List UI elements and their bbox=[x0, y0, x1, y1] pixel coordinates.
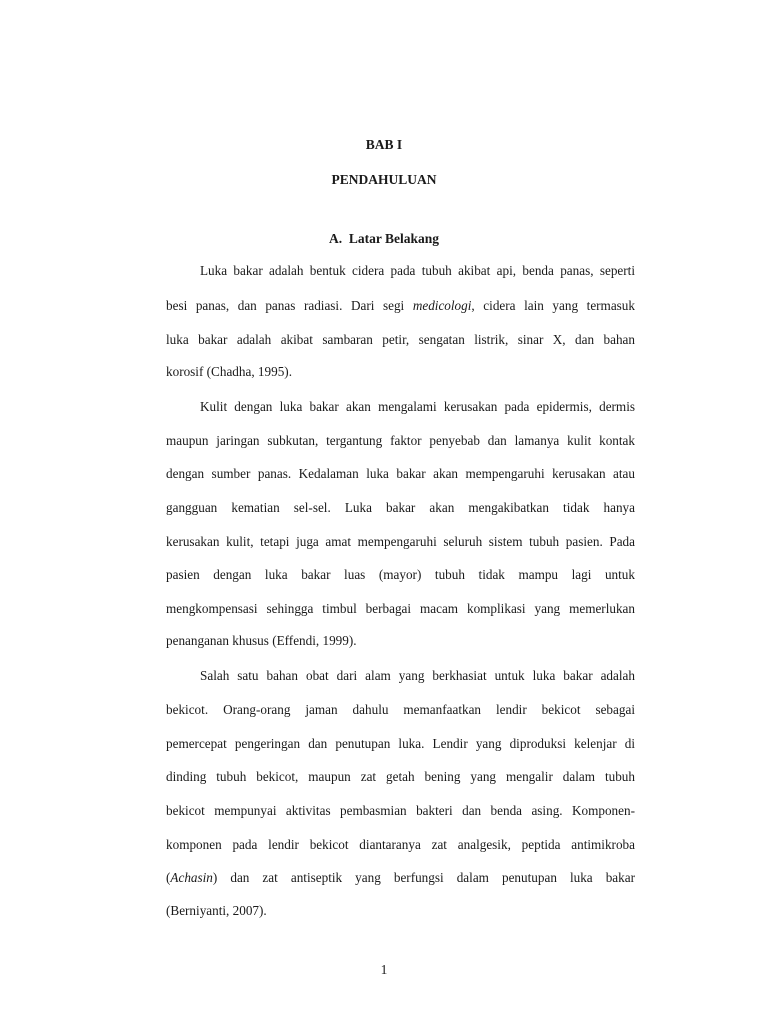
paragraph-line: komponen pada lendir bekicot diantaranya zat analgesik, peptida antimikroba bbox=[166, 837, 635, 852]
paragraph-line: korosif (Chadha, 1995). bbox=[166, 364, 292, 379]
paragraph-line: gangguan kematian sel-sel. Luka bakar akan mengakibatkan tidak hanya bbox=[166, 500, 635, 515]
paragraph-line: bekicot mempunyai aktivitas pembasmian bakteri dan benda asing. Komponen- bbox=[166, 803, 635, 818]
section-title: Latar Belakang bbox=[348, 231, 439, 246]
paragraph-line: luka bakar adalah akibat sambaran petir, sengatan listrik, sinar X, dan bahan bbox=[166, 332, 635, 347]
section-heading bbox=[0, 231, 768, 247]
paragraph-line: (Berniyanti, 2007). bbox=[166, 903, 267, 918]
paragraph-line: penanganan khusus (Effendi, 1999). bbox=[166, 633, 357, 648]
paragraph-line: kerusakan kulit, tetapi juga amat mempengaruhi seluruh sistem tubuh pasien. Pada bbox=[166, 534, 635, 549]
paragraph-line: dinding tubuh bekicot, maupun zat getah bening yang mengalir dalam tubuh bbox=[166, 769, 635, 784]
paragraph-line: Salah satu bahan obat dari alam yang berkhasiat untuk luka bakar adalah bbox=[200, 668, 635, 683]
italic-term: Achasin bbox=[170, 870, 213, 885]
chapter-heading: BAB I bbox=[365, 137, 403, 152]
italic-term: medicologi bbox=[412, 298, 472, 313]
paragraph-line: pemercepat pengeringan dan penutupan luka. Lendir yang diproduksi kelenjar di bbox=[166, 736, 635, 751]
paragraph-line: Kulit dengan luka bakar akan mengalami kerusakan pada epidermis, dermis bbox=[200, 399, 635, 414]
paragraph-line: Luka bakar adalah bentuk cidera pada tubuh akibat api, benda panas, seperti bbox=[200, 263, 635, 278]
paragraph-line: besi panas, dan panas radiasi. Dari segi medicologi, cidera lain yang termasuk bbox=[166, 298, 635, 313]
paragraph-line: pasien dengan luka bakar luas (mayor) tubuh tidak mampu lagi untuk bbox=[166, 567, 635, 582]
paragraph-line: dengan sumber panas. Kedalaman luka bakar akan mempengaruhi kerusakan atau bbox=[166, 466, 635, 481]
page-number: 1 bbox=[380, 962, 388, 977]
paragraph-line: maupun jaringan subkutan, tergantung faktor penyebab dan lamanya kulit kontak bbox=[166, 433, 635, 448]
paragraph-line: mengkompensasi sehingga timbul berbagai macam komplikasi yang memerlukan bbox=[166, 601, 635, 616]
chapter-title: PENDAHULUAN bbox=[331, 172, 437, 187]
paragraph-line: bekicot. Orang-orang jaman dahulu memanfaatkan lendir bekicot sebagai bbox=[166, 702, 635, 717]
section-number: A. bbox=[328, 231, 343, 246]
paragraph-line: (Achasin) dan zat antiseptik yang berfungsi dalam penutupan luka bakar bbox=[166, 870, 635, 885]
